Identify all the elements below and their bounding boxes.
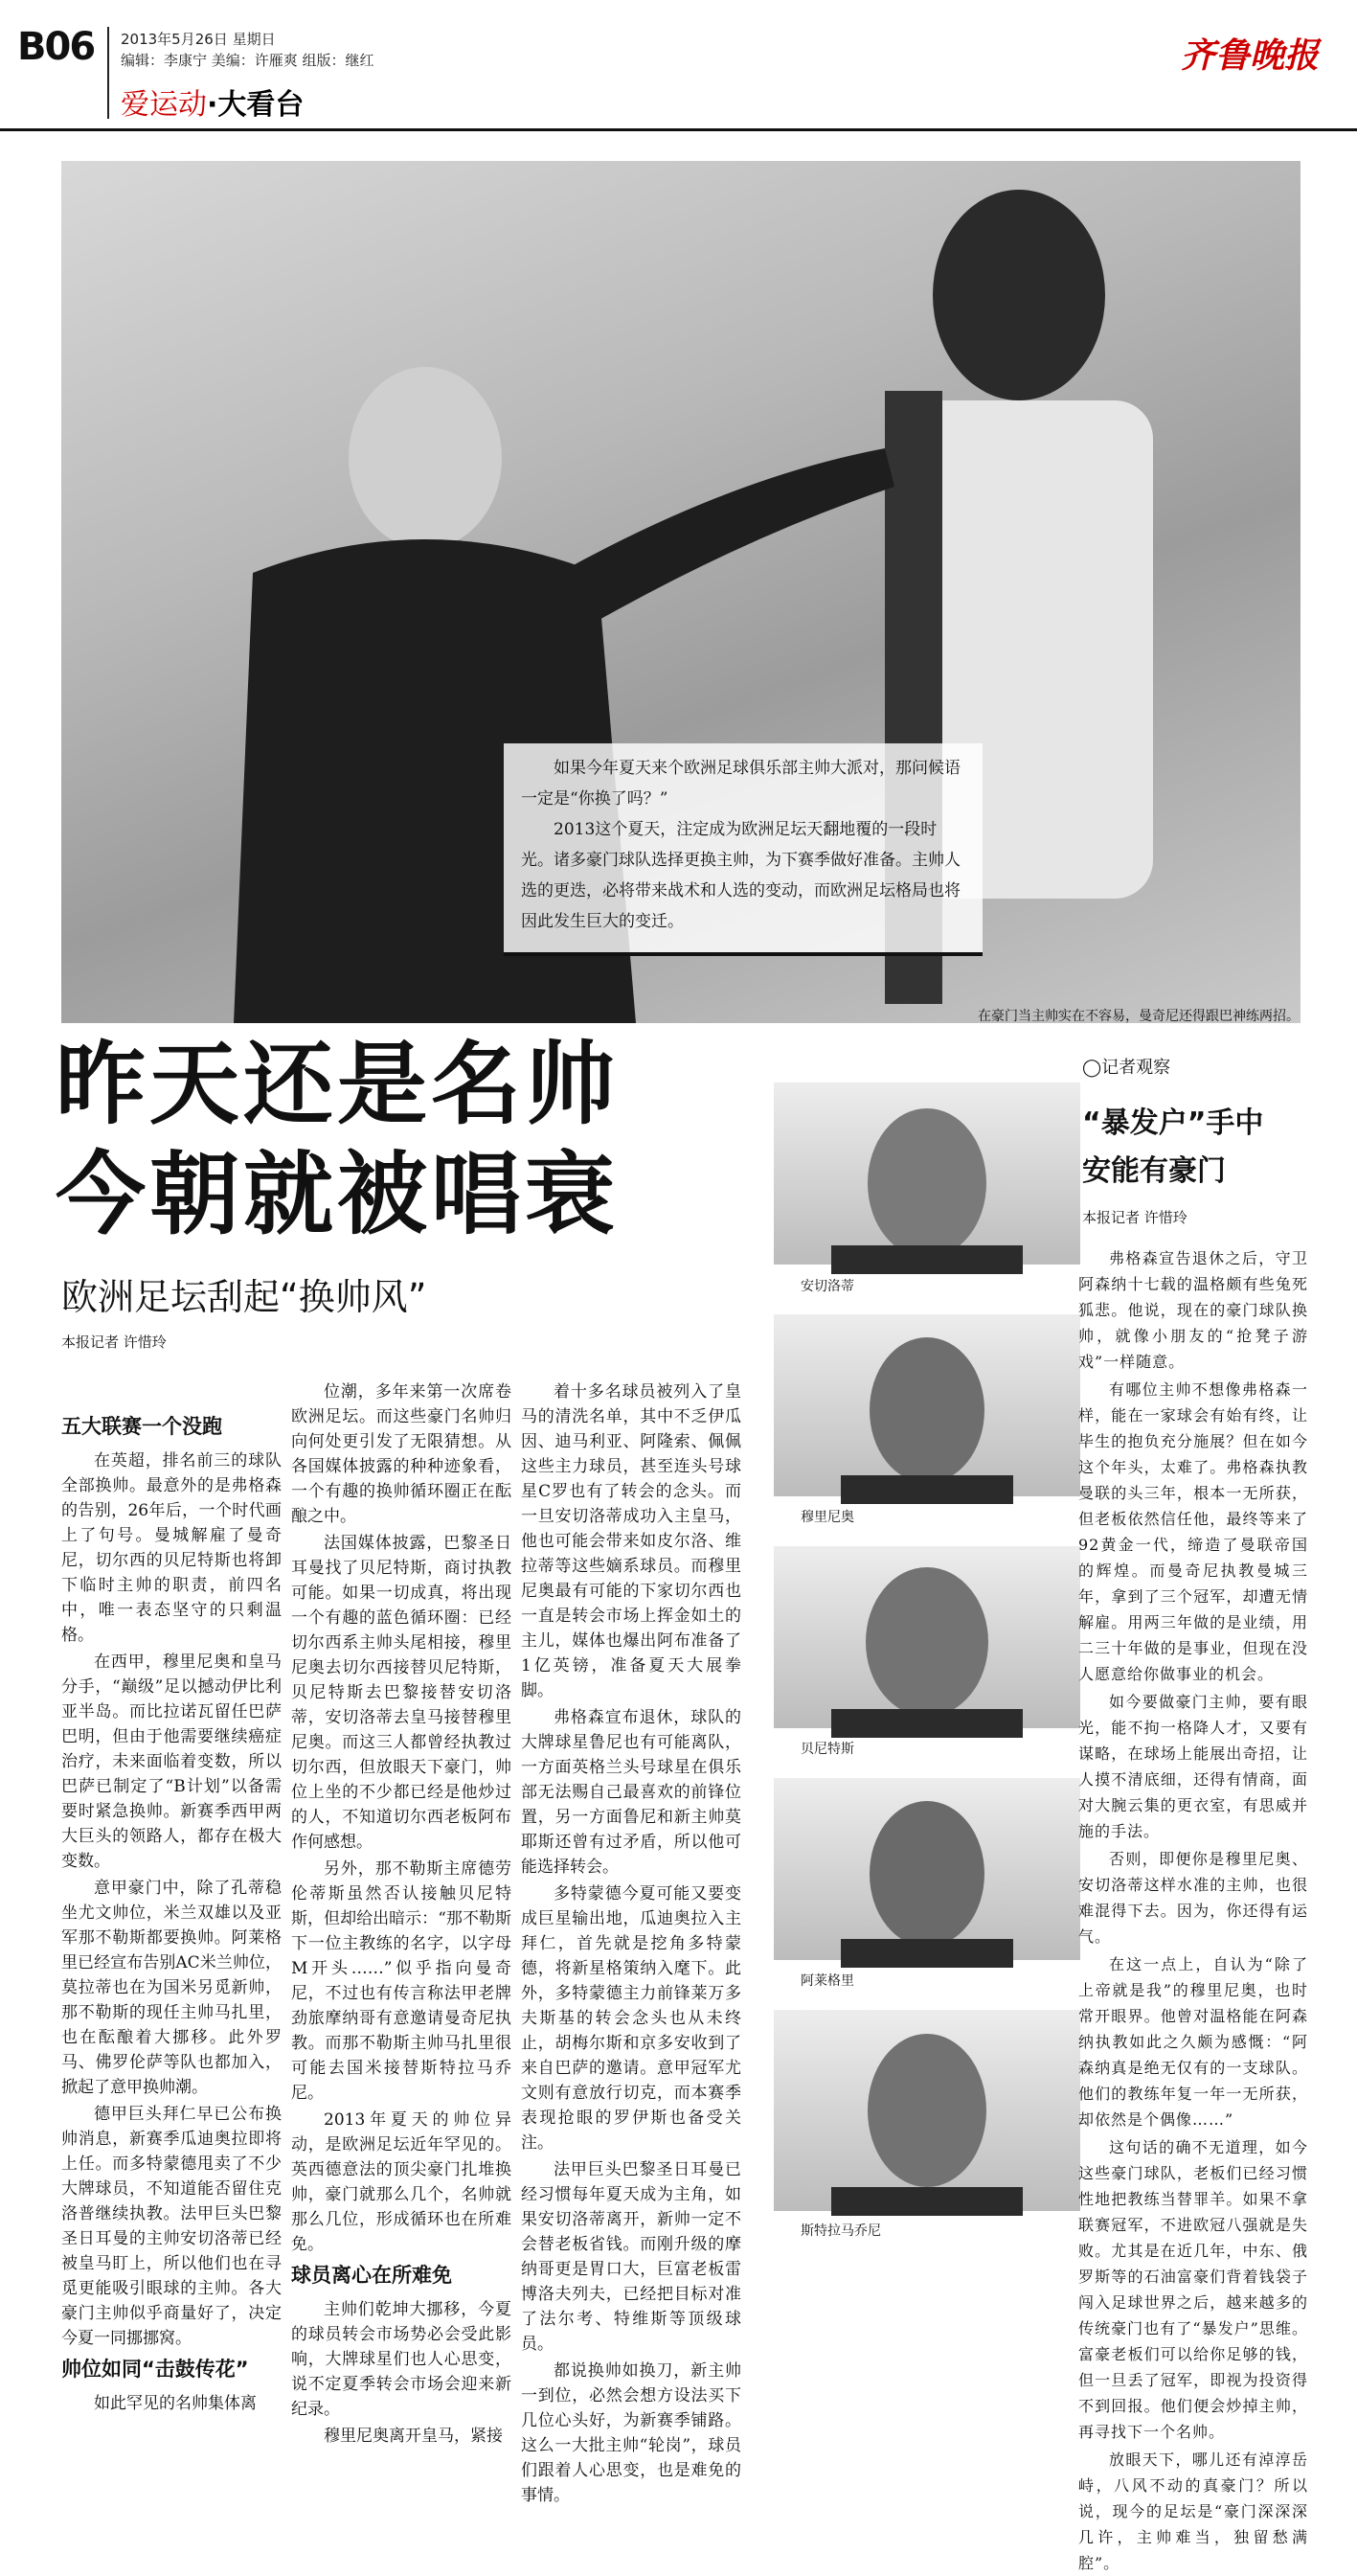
portrait-label: 穆里尼奥 <box>801 1510 854 1525</box>
paragraph: 法国媒体披露，巴黎圣日耳曼找了贝尼特斯，商讨执教可能。如果一切成真，将出现一个有趣的蓝色循环圈：已经切尔西系主帅头尾相接，穆里尼奥去切尔西接替贝尼特斯，贝尼特斯去巴黎接替安切洛蒂，安切洛蒂去皇马接替穆里尼奥。而这三人都曾经执教过切尔西，但放眼天下豪门，帅位上坐的不少都已经是他炒过的人，不知道切尔西老板阿布作何感想。 <box>291 1534 511 1852</box>
subheadline: 欧洲足坛刮起“换帅风” <box>61 1276 427 1318</box>
portrait-label: 贝尼特斯 <box>801 1742 854 1757</box>
header-divider <box>107 27 109 119</box>
observation-tag <box>1082 1054 1170 1079</box>
section-sub: 大看台 <box>217 88 305 122</box>
section-dot: · <box>207 88 218 122</box>
photo-caption <box>504 743 983 956</box>
paragraph: 否则，即便你是穆里尼奥、安切洛蒂这样水准的主帅，也很难混得下去。因为，你还得有运气。 <box>1078 1850 1308 1946</box>
article-column-3 <box>521 1379 741 2505</box>
portrait-label: 斯特拉马乔尼 <box>801 2223 881 2239</box>
portrait-photo <box>774 1778 1080 1960</box>
caption-paragraph: 2013这个夏天，注定成为欧洲足坛天翻地覆的一段时光。诸多豪门球队选择更换主帅，为下赛季做好准备。主帅人选的更迭，必将带来战术和人选的变动，而欧洲足坛格局也将因此发生巨大的变迁。 <box>521 820 961 931</box>
paragraph: 放眼天下，哪儿还有淖淳岳峙，八风不动的真豪门？所以说，现今的足坛是“豪门深深深几许，主帅难当，独留愁满腔”。 <box>1078 2451 1308 2572</box>
caption-paragraph: 如果今年夏天来个欧洲足球俱乐部主帅大派对，那问候语一定是“你换了吗？” <box>521 759 961 809</box>
portrait-label: 阿莱格里 <box>801 1973 854 1989</box>
paragraph: 在这一点上，自认为“除了上帝就是我”的穆里尼奥，也时常开眼界。他曾对温格能在阿森纳执教如此之久颇为感慨：“阿森纳真是绝无仅有的一支球队。他们的教练年复一年一无所获，却依然是个偶像……” <box>1078 1955 1308 2129</box>
observation-title <box>1082 1100 1263 1196</box>
byline: 本报记者 许惜玲 <box>61 1334 167 1351</box>
paragraph: 德甲巨头拜仁早已公布换帅消息，新赛季瓜迪奥拉即将上任。而多特蒙德甩卖了不少大牌球员，不知道能否留住克洛普继续执教。法甲巨头巴黎圣日耳曼的主帅安切洛蒂已经被皇马盯上，所以他们也在寻觅更能吸引眼球的主帅。各大豪门主帅似乎商量好了，决定今夏一同挪挪窝。 <box>61 2105 282 2348</box>
paragraph: 如此罕见的名帅集体离 <box>94 2394 257 2413</box>
player-head-shape <box>933 190 1105 400</box>
paragraph: 弗格森宣告退休之后，守卫阿森纳十七载的温格颇有些兔死狐悲。他说，现在的豪门球队换帅，就像小朋友的“抢凳子游戏”一样随意。 <box>1078 1249 1308 1371</box>
headline-line: 今朝就被唱衰 <box>56 1143 620 1247</box>
header-meta <box>121 29 374 71</box>
coach-arm-shape <box>559 448 894 621</box>
photo-credit: 在豪门当主帅实在不容易，曼奇尼还得跟巴神练两招。 <box>978 1009 1300 1024</box>
observation-icon: ◯ <box>1082 1058 1102 1078</box>
newspaper-logo: 齐鲁晚报 <box>1180 35 1319 76</box>
paragraph: 意甲豪门中，除了孔蒂稳坐尤文帅位，米兰双雄以及亚军那不勒斯都要换帅。阿莱格里已经宣布告别AC米兰帅位，莫拉蒂也在为国米另觅新帅，那不勒斯的现任主帅马扎里，也在酝酿着大挪移。此外罗马、佛罗伦萨等队也都加入，掀起了意甲换帅潮。 <box>61 1879 282 2097</box>
headline <box>56 1030 619 1250</box>
paragraph: 穆里尼奥离开皇马，紧接 <box>324 2427 503 2446</box>
section-title <box>121 80 304 123</box>
section-name: 爱运动 <box>121 88 207 122</box>
section-heading: 帅位如同“击鼓传花” <box>61 2358 249 2381</box>
header-rule <box>0 128 1357 131</box>
coach-head-shape <box>349 367 502 549</box>
observation-tag-text: 记者观察 <box>1101 1058 1171 1078</box>
paragraph: 着十多名球员被列入了皇马的清洗名单，其中不乏伊瓜因、迪马利亚、阿隆索、佩佩这些主力球员，甚至连头号球星C罗也有了转会的念头。而一旦安切洛蒂成功入主皇马，他也可能会带来如皮尔洛、维拉蒂等这些嫡系球员。而穆里尼奥最有可能的下家切尔西也一直是转会市场上挥金如土的主儿，媒体也爆出阿布准备了1亿英镑，准备夏天大展拳脚。 <box>521 1382 741 1700</box>
paragraph: 这句话的确不无道理，如今这些豪门球队，老板们已经习惯性地把教练当替罪羊。如果不拿联赛冠军，不进欧冠八强就是失败。尤其是在近几年，中东、俄罗斯等的石油富豪们背着钱袋子闯入足球世界之后，越来越多的传统豪门也有了“暴发户”思维。富豪老板们可以给你足够的钱，但一旦丢了冠军，即视为投资得不到回报。他们便会炒掉主帅，再寻找下一个名帅。 <box>1078 2138 1308 2441</box>
paragraph: 在西甲，穆里尼奥和皇马分手，“巅级”足以撼动伊比利亚半岛。而比拉诺瓦留任巴萨巴明，但由于他需要继续癌症治疗，未来面临着变数，所以巴萨已制定了“B计划”以备需要时紧急换帅。新赛季西甲两大巨头的领路人，都存在极大变数。 <box>61 1653 282 1871</box>
paragraph: 2013年夏天的帅位异动，是欧洲足坛近年罕见的。英西德意法的顶尖豪门扎堆换帅，豪门就那么几个，名帅就那么几位，形成循环也在所难免。 <box>291 2110 511 2254</box>
paragraph: 在英超，排名前三的球队全部换帅。最意外的是弗格森的告别，26年后，一个时代画上了句号。曼城解雇了曼奇尼，切尔西的贝尼特斯也将卸下临时主帅的职责，前四名中，唯一表态坚守的只剩温格。 <box>61 1451 282 1645</box>
paragraph: 法甲巨头巴黎圣日耳曼已经习惯每年夏天成为主角，如果安切洛蒂离开，新帅一定不会替老板省钱。而刚升级的摩纳哥更是胃口大，巨富老板雷博洛夫列夫，已经把目标对准了法尔考、特维斯等顶级球员。 <box>521 2160 741 2354</box>
paragraph: 另外，那不勒斯主席德劳伦蒂斯虽然否认接触贝尼特斯，但却给出暗示：“那不勒斯下一位主教练的名字，以字母M开头……”似乎指向曼奇尼，不过也有传言称法甲老牌劲旅摩纳哥有意邀请曼奇尼执教。而那不勒斯主帅马扎里很可能去国米接替斯特拉马乔尼。 <box>291 1859 511 2103</box>
editors-line: 编辑：李康宁 美编：许雁爽 组版：继红 <box>121 52 374 69</box>
article-column-2 <box>291 1379 511 2446</box>
date-line: 2013年5月26日 星期日 <box>121 31 276 48</box>
observation-title-line: “暴发户”手中 <box>1082 1106 1264 1140</box>
observation-column <box>1078 1245 1308 2572</box>
paragraph: 主帅们乾坤大挪移，今夏的球员转会市场势必会受此影响，大牌球星们也人心思变，说不定夏季转会市场会迎来新纪录。 <box>291 2300 511 2419</box>
section-heading: 球员离心在所难免 <box>291 2264 452 2287</box>
observation-byline: 本报记者 许惜玲 <box>1082 1209 1187 1226</box>
article-column-1 <box>61 1408 282 2413</box>
portrait-label: 安切洛蒂 <box>801 1279 854 1294</box>
headline-line: 昨天还是名帅 <box>56 1033 620 1137</box>
page-code: B06 <box>17 25 95 69</box>
paragraph: 都说换帅如换刀，新主帅一到位，必然会想方设法买下几位心头好，为新赛季铺路。这么一大批主帅“轮岗”，球员们跟着人心思变，也是难免的事情。 <box>521 2361 741 2505</box>
paragraph: 弗格森宣布退休，球队的大牌球星鲁尼也有可能离队，一方面英格兰头号球星在俱乐部无法赐自己最喜欢的前锋位置，另一方面鲁尼和新主帅莫耶斯还曾有过矛盾，所以他可能选择转会。 <box>521 1708 741 1877</box>
paragraph: 多特蒙德今夏可能又要变成巨星输出地，瓜迪奥拉入主拜仁，首先就是挖角多特蒙德，将新星格策纳入麾下。此外，多特蒙德主力前锋莱万多夫斯基的转会念头也从未终止，胡梅尔斯和京多安收到了来自巴萨的邀请。意甲冠军尤文则有意放行切克，而本赛季表现抢眼的罗伊斯也备受关注。 <box>521 1884 741 2153</box>
paragraph: 位潮，多年来第一次席卷欧洲足坛。而这些豪门名帅归向何处更引发了无限猜想。从各国媒体披露的种种迹象看，一个有趣的换帅循环圈正在酝酿之中。 <box>291 1382 511 1526</box>
portrait-photo <box>774 1314 1080 1496</box>
portrait-photo <box>774 1546 1080 1728</box>
section-heading: 五大联赛一个没跑 <box>61 1415 222 1438</box>
portrait-photo <box>774 2010 1080 2211</box>
paragraph: 有哪位主帅不想像弗格森一样，能在一家球会有始有终，让毕生的抱负充分施展？但在如今这个年头，太难了。弗格森执教曼联的头三年，根本一无所获，但老板依然信任他，最终等来了92黄金一代，缔造了曼联帝国的辉煌。而曼奇尼执教曼城三年，拿到了三个冠军，却遭无情解雇。用两三年做的是业绩，用二三十年做的是事业，但现在没人愿意给你做事业的机会。 <box>1078 1380 1308 1683</box>
paragraph: 如今要做豪门主帅，要有眼光，能不拘一格降人才，又要有谋略，在球场上能展出奇招，让人摸不清底细，还得有情商，面对大腕云集的更衣室，有思威并施的手法。 <box>1078 1693 1308 1840</box>
observation-title-line: 安能有豪门 <box>1082 1154 1226 1188</box>
portrait-photo <box>774 1083 1080 1265</box>
